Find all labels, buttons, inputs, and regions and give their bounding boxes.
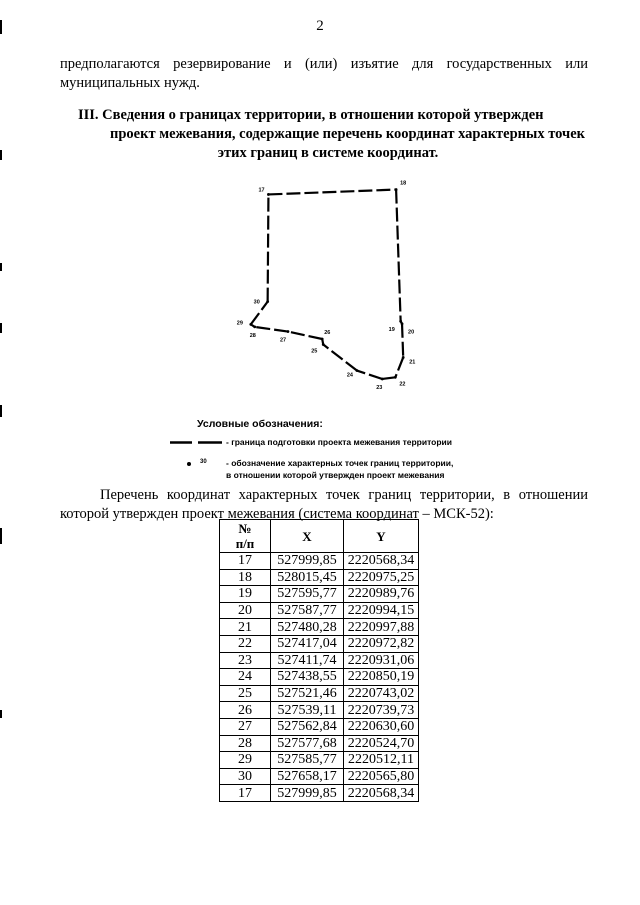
boundary-point [401,322,404,325]
boundary-segment [357,371,382,379]
table-header-row [220,520,419,553]
point-label: 22 [399,381,406,388]
boundary-point [399,320,402,323]
y-cell: 2220565,80 [344,768,419,785]
x-cell: 527577,68 [271,735,344,752]
point-number-cell: 23 [220,652,271,669]
boundary-segment [288,332,322,339]
legend-point-label-line-1: - обозначение характерных точек границ территории, [226,458,454,468]
list-intro-line-1: Перечень координат характерных точек границ территории, в отношении [100,487,588,503]
table-row [220,602,419,619]
y-cell: 2220975,25 [344,569,419,586]
point-label: 19 [388,327,395,334]
margin-mark [0,323,2,333]
legend-boundary-line-icon [170,441,222,444]
table-row [220,619,419,636]
list-intro-line-2: которой утвержден проект межевания (система координат – МСК-52): [60,506,494,522]
intro-paragraph [60,55,588,93]
point-number-cell: 28 [220,735,271,752]
legend-point-label [226,457,453,481]
table-row [220,785,419,802]
boundary-point [266,300,269,303]
boundary-segment [323,345,357,371]
boundary-point [355,369,358,372]
point-number-cell: 29 [220,752,271,769]
header-number [220,520,271,553]
header-y: Y [344,520,419,553]
x-cell: 527521,46 [271,685,344,702]
intro-line-2: муниципальных нужд. [60,75,200,91]
page-number: 2 [316,18,324,34]
boundary-segment [402,324,403,358]
boundary-segment [255,327,288,332]
table-row [220,718,419,735]
boundary-point [253,326,256,329]
boundary-point [394,376,397,379]
point-number-cell: 20 [220,602,271,619]
point-label: 21 [409,359,416,366]
y-cell: 2220568,34 [344,785,419,802]
margin-mark [0,405,2,417]
section-heading-line-2: проект межевания, содержащие перечень координат характерных точек [110,126,586,142]
x-cell: 527999,85 [271,553,344,570]
x-cell: 527585,77 [271,752,344,769]
point-label: 29 [236,320,243,327]
point-label: 26 [324,330,331,337]
point-number-cell: 17 [220,785,271,802]
boundary-segment [395,357,403,377]
margin-mark [0,263,2,271]
point-number-cell: 22 [220,635,271,652]
y-cell: 2220630,60 [344,718,419,735]
y-cell: 2220739,73 [344,702,419,719]
coordinates-table [219,519,419,802]
point-label: 27 [279,337,287,344]
table-row [220,685,419,702]
point-label: 23 [376,384,383,391]
x-cell: 527999,85 [271,785,344,802]
y-cell: 2220997,88 [344,619,419,636]
point-label: 28 [249,332,256,339]
x-cell: 527562,84 [271,718,344,735]
table-row [220,768,419,785]
intro-line-1: предполагаются резервирование и (или) изъятие для государственных или [60,56,588,72]
y-cell: 2220743,02 [344,685,419,702]
x-cell: 528015,45 [271,569,344,586]
x-cell: 527595,77 [271,586,344,603]
section-heading [78,106,598,163]
y-cell: 2220512,11 [344,752,419,769]
x-cell: 527658,17 [271,768,344,785]
table-row [220,635,419,652]
y-cell: 2220989,76 [344,586,419,603]
table-row [220,569,419,586]
table-row [220,669,419,686]
point-label: 24 [346,372,353,379]
y-cell: 2220568,34 [344,553,419,570]
margin-mark [0,150,2,160]
boundary-segment [268,190,396,195]
boundary-point [322,343,325,346]
boundary-point [402,356,405,359]
boundary-segment [268,194,269,301]
margin-mark [0,528,2,544]
margin-mark [0,710,2,718]
section-heading-line-1: III. Сведения о границах территории, в отношении которой утвержден [78,107,544,123]
y-cell: 2220994,15 [344,602,419,619]
point-number-cell: 30 [220,768,271,785]
boundary-segment [382,377,395,379]
point-number-cell: 24 [220,669,271,686]
table-row [220,702,419,719]
x-cell: 527411,74 [271,652,344,669]
margin-mark [0,20,2,34]
point-number-cell: 27 [220,718,271,735]
boundary-segment [396,190,401,322]
section-heading-line-3: этих границ в системе координат. [217,145,439,161]
table-row [220,586,419,603]
table-row [220,553,419,570]
x-cell: 527438,55 [271,669,344,686]
point-label: 30 [253,299,260,306]
x-cell: 527417,04 [271,635,344,652]
x-cell: 527587,77 [271,602,344,619]
point-number-cell: 21 [220,619,271,636]
x-cell: 527539,11 [271,702,344,719]
point-label: 17 [258,187,265,194]
point-number-cell: 19 [220,586,271,603]
point-number-cell: 26 [220,702,271,719]
boundary-point [395,188,398,191]
legend-boundary-label: - граница подготовки проекта межевания территории [226,437,452,447]
table-row [220,752,419,769]
point-label: 18 [400,180,407,187]
boundary-point [321,338,324,341]
header-x: X [271,520,344,553]
legend-point-icon [187,462,191,466]
boundary-scheme [225,175,435,405]
table-row [220,652,419,669]
legend-point-label-line-2: в отношении которой утвержден проект межевания [226,470,445,480]
y-cell: 2220850,19 [344,669,419,686]
boundary-point [249,323,252,326]
point-label: 25 [311,348,318,355]
point-number-cell: 17 [220,553,271,570]
header-number-sign: № [238,521,252,536]
point-number-cell: 18 [220,569,271,586]
legend-title: Условные обозначения: [197,418,323,430]
boundary-point [287,330,290,333]
point-label: 20 [408,329,415,336]
y-cell: 2220524,70 [344,735,419,752]
legend-point-number: 30 [200,459,207,465]
table-row [220,735,419,752]
x-cell: 527480,28 [271,619,344,636]
y-cell: 2220931,06 [344,652,419,669]
point-number-cell: 25 [220,685,271,702]
y-cell: 2220972,82 [344,635,419,652]
header-number-abbr: п/п [235,536,255,551]
boundary-point [267,193,270,196]
boundary-point [381,378,384,381]
